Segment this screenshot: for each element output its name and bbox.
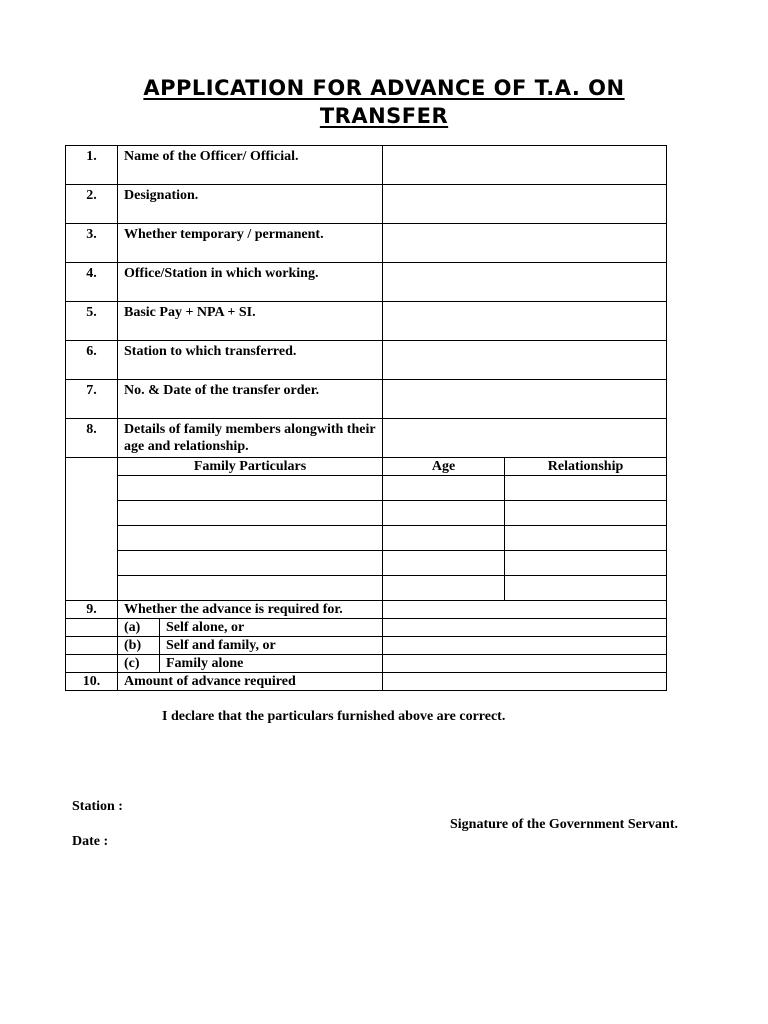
item-label: Whether temporary / permanent. — [118, 224, 383, 263]
item-label: Whether the advance is required for. — [118, 601, 383, 619]
family-alone-field[interactable] — [383, 655, 667, 673]
transfer-station-field[interactable] — [383, 341, 667, 380]
item-number: 4. — [66, 263, 118, 302]
form-row-4 — [66, 263, 667, 302]
family-row — [66, 551, 667, 576]
title-line-2: TRANSFER — [319, 104, 449, 128]
family-particulars-cell[interactable] — [118, 501, 383, 526]
family-blank-cell — [66, 458, 118, 601]
basic-pay-field[interactable] — [383, 302, 667, 341]
family-row — [66, 576, 667, 601]
relationship-cell[interactable] — [505, 526, 667, 551]
temporary-permanent-field[interactable] — [383, 224, 667, 263]
option-blank-cell — [66, 655, 118, 673]
option-label: Self and family, or — [160, 637, 383, 655]
family-header-row — [66, 458, 667, 476]
form-row-10 — [66, 673, 667, 691]
office-station-field[interactable] — [383, 263, 667, 302]
date-label: Date : — [72, 834, 109, 849]
relationship-cell[interactable] — [505, 501, 667, 526]
designation-field[interactable] — [383, 185, 667, 224]
age-cell[interactable] — [383, 526, 505, 551]
age-cell[interactable] — [383, 501, 505, 526]
age-cell[interactable] — [383, 551, 505, 576]
page-title — [0, 74, 768, 130]
item-label: Office/Station in which working. — [118, 263, 383, 302]
item-number: 7. — [66, 380, 118, 419]
item-label: Amount of advance required — [118, 673, 383, 691]
item-label: Details of family members alongwith their age and relationship. — [118, 419, 383, 458]
item-label: No. & Date of the transfer order. — [118, 380, 383, 419]
family-row — [66, 501, 667, 526]
form-row-1 — [66, 146, 667, 185]
option-row-a — [66, 619, 667, 637]
item-label: Name of the Officer/ Official. — [118, 146, 383, 185]
item-number: 1. — [66, 146, 118, 185]
age-cell[interactable] — [383, 576, 505, 601]
item-number: 3. — [66, 224, 118, 263]
item-number: 6. — [66, 341, 118, 380]
form-row-3 — [66, 224, 667, 263]
relationship-cell[interactable] — [505, 476, 667, 501]
age-cell[interactable] — [383, 476, 505, 501]
self-alone-field[interactable] — [383, 619, 667, 637]
family-particulars-cell[interactable] — [118, 576, 383, 601]
relationship-header: Relationship — [505, 458, 667, 476]
option-letter: (b) — [118, 637, 160, 655]
advance-amount-field[interactable] — [383, 673, 667, 691]
item-number: 5. — [66, 302, 118, 341]
item-number: 8. — [66, 419, 118, 458]
option-label: Self alone, or — [160, 619, 383, 637]
item-label: Designation. — [118, 185, 383, 224]
form-row-5 — [66, 302, 667, 341]
advance-purpose-field[interactable] — [383, 601, 667, 619]
declaration-text: I declare that the particulars furnished above are correct. — [162, 709, 506, 724]
self-and-family-field[interactable] — [383, 637, 667, 655]
form-row-8 — [66, 419, 667, 458]
form-row-2 — [66, 185, 667, 224]
family-particulars-cell[interactable] — [118, 476, 383, 501]
option-row-b — [66, 637, 667, 655]
family-particulars-header: Family Particulars — [118, 458, 383, 476]
option-label: Family alone — [160, 655, 383, 673]
item-number: 2. — [66, 185, 118, 224]
option-letter: (c) — [118, 655, 160, 673]
name-field[interactable] — [383, 146, 667, 185]
form-row-7 — [66, 380, 667, 419]
station-label: Station : — [72, 799, 123, 814]
transfer-order-field[interactable] — [383, 380, 667, 419]
family-row — [66, 526, 667, 551]
option-blank-cell — [66, 637, 118, 655]
item-number: 10. — [66, 673, 118, 691]
family-particulars-cell[interactable] — [118, 526, 383, 551]
family-details-field[interactable] — [383, 419, 667, 458]
application-form-table — [65, 145, 667, 691]
relationship-cell[interactable] — [505, 576, 667, 601]
item-label: Basic Pay + NPA + SI. — [118, 302, 383, 341]
option-blank-cell — [66, 619, 118, 637]
family-particulars-cell[interactable] — [118, 551, 383, 576]
signature-label: Signature of the Government Servant. — [450, 817, 678, 832]
form-row-6 — [66, 341, 667, 380]
age-header: Age — [383, 458, 505, 476]
option-row-c — [66, 655, 667, 673]
option-letter: (a) — [118, 619, 160, 637]
family-row — [66, 476, 667, 501]
title-line-1: APPLICATION FOR ADVANCE OF T.A. ON — [143, 76, 625, 100]
item-number: 9. — [66, 601, 118, 619]
relationship-cell[interactable] — [505, 551, 667, 576]
form-row-9 — [66, 601, 667, 619]
item-label: Station to which transferred. — [118, 341, 383, 380]
